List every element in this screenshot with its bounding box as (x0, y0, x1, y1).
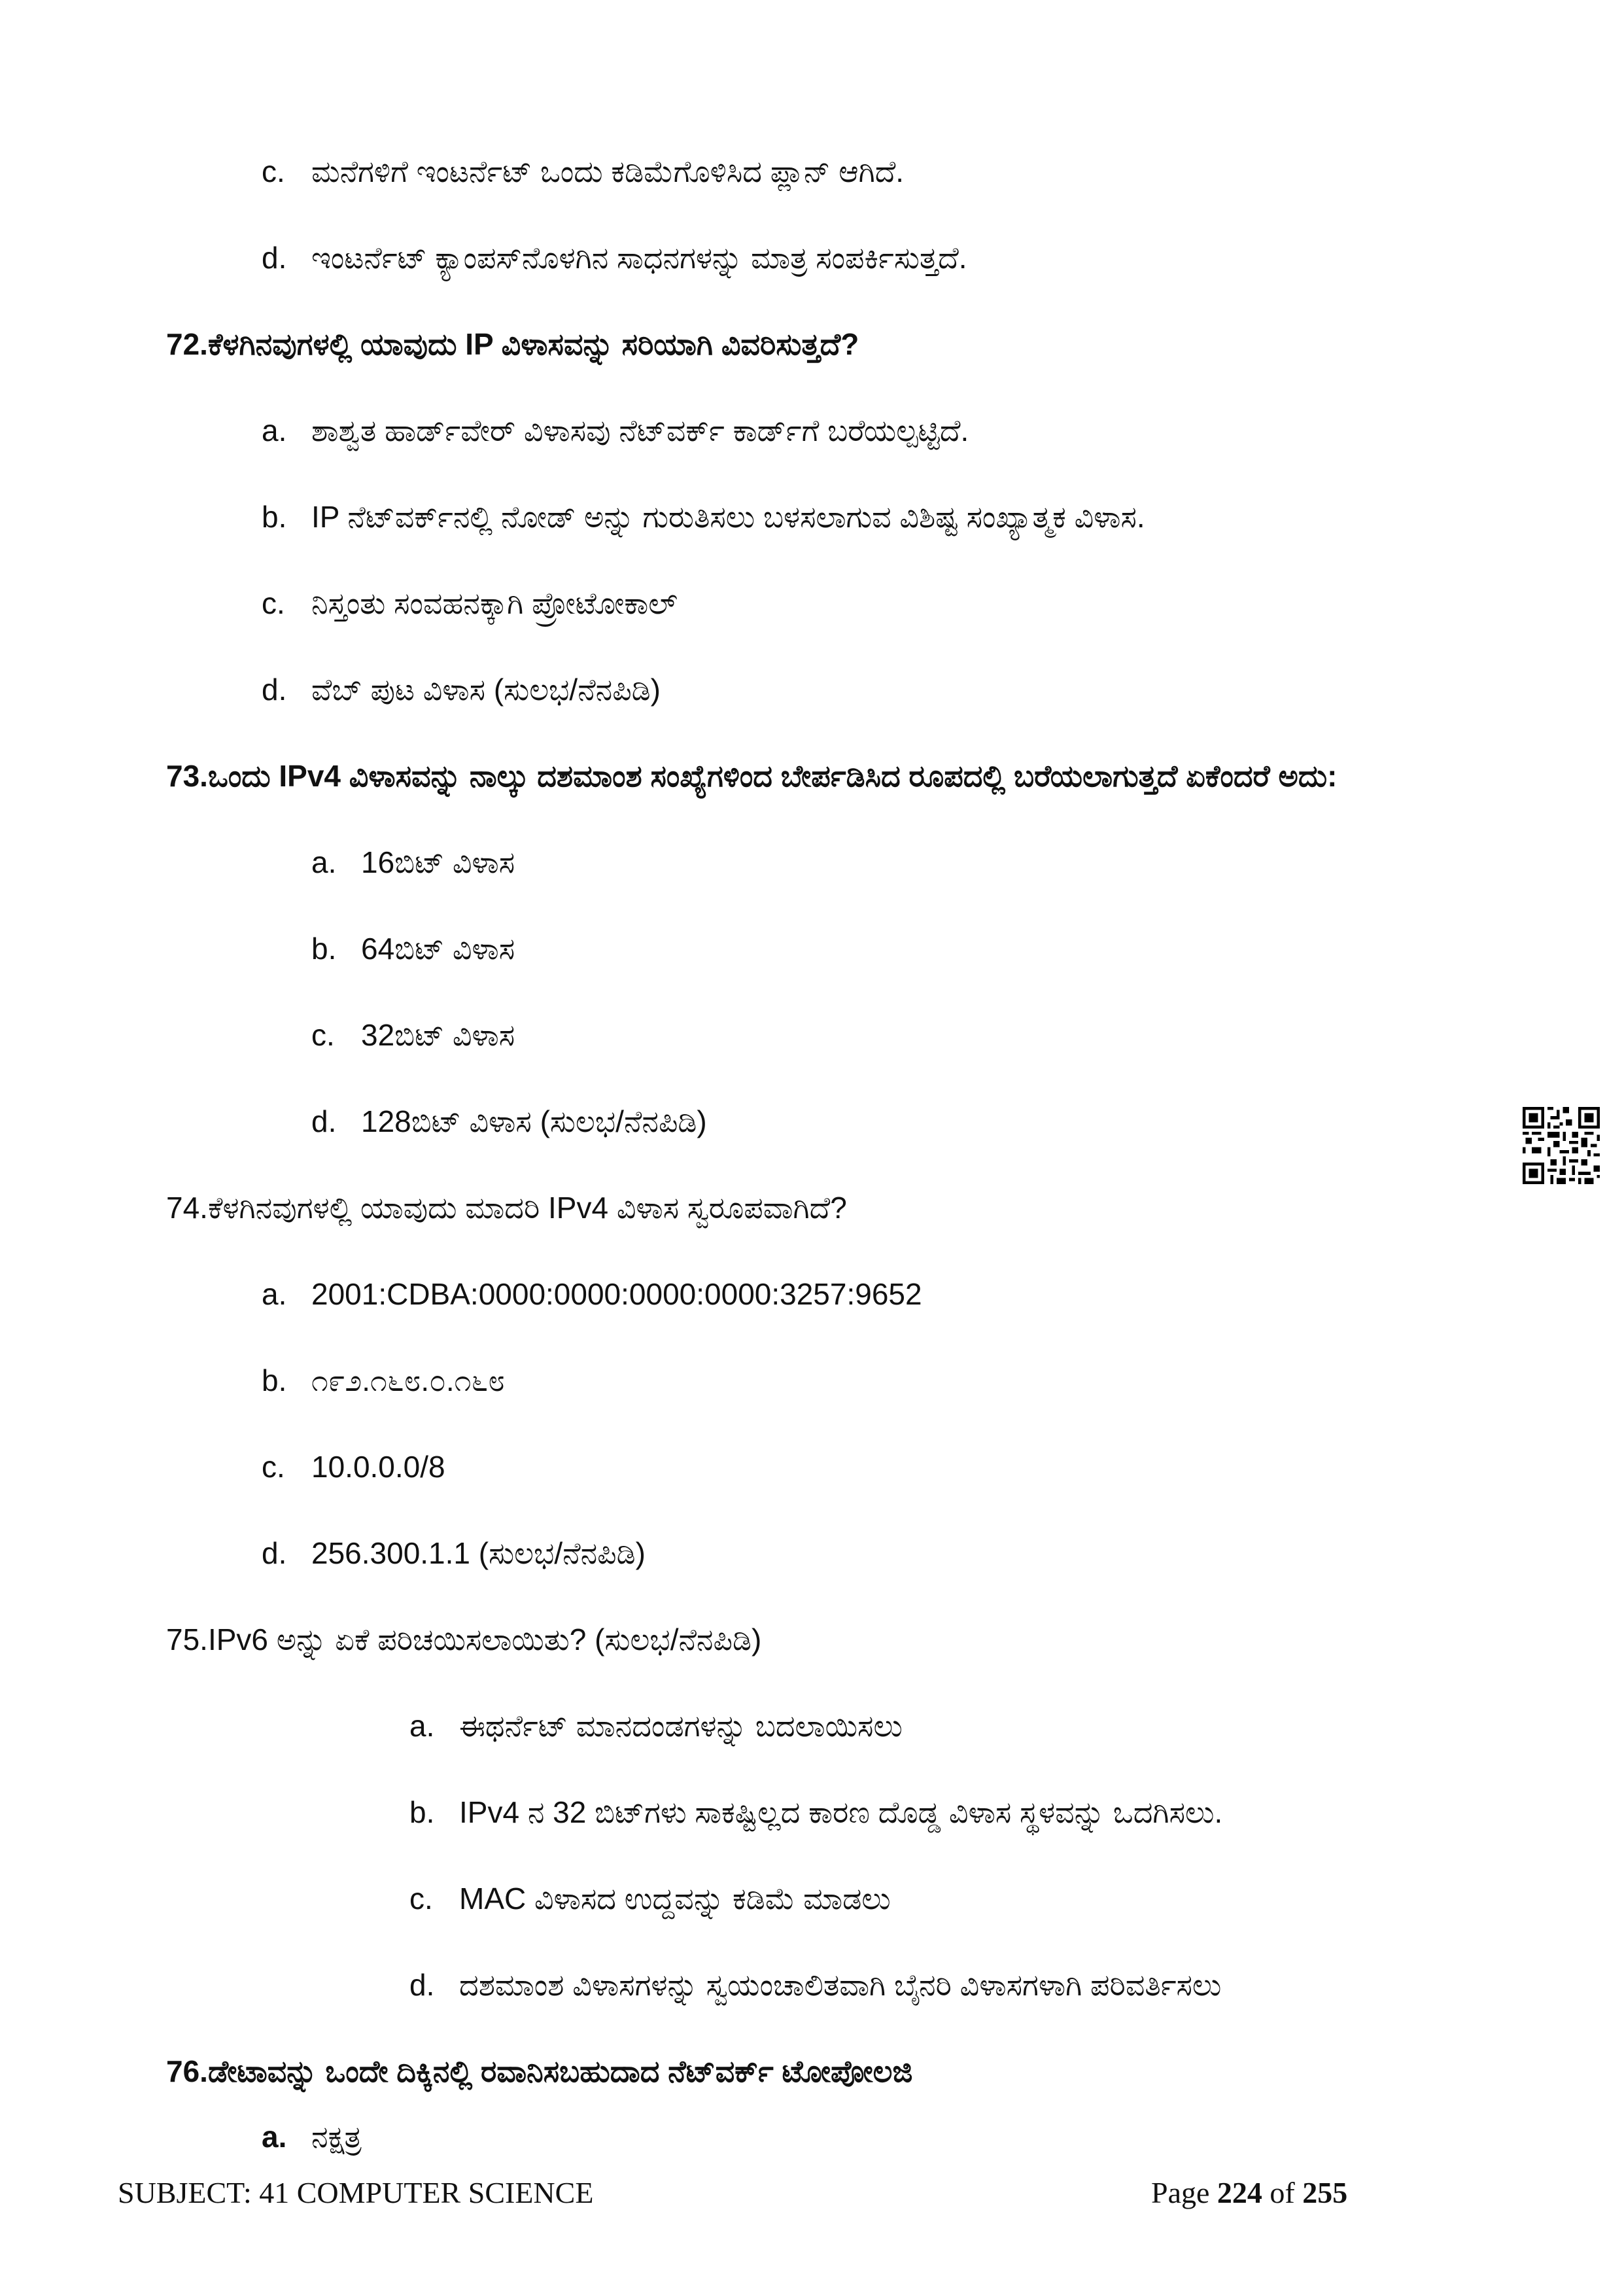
q76-option-a (262, 2117, 362, 2156)
q71-option-c (262, 152, 904, 191)
option-label: a. (262, 2120, 287, 2154)
option-label: d. (409, 1968, 435, 2002)
option-label: d. (262, 1536, 287, 1570)
question-number: 74. (166, 1191, 208, 1225)
q73-option-a (311, 843, 515, 882)
q72-option-c (262, 584, 678, 623)
page-current: 224 (1217, 2176, 1262, 2209)
option-text: ದಶಮಾಂಶ ವಿಳಾಸಗಳನ್ನು ಸ್ವಯಂಚಾಲಿತವಾಗಿ ಬೈನರಿ ವಿಳಾಸಗಳಾಗಿ ಪರಿವರ್ತಿಸಲು (459, 1968, 1222, 2002)
option-text: 256.300.1.1 (ಸುಲಭ/ನೆನಪಿಡಿ) (311, 1536, 646, 1570)
q74-option-a (262, 1274, 922, 1314)
question-73 (166, 756, 1338, 796)
q75-option-b (409, 1793, 1222, 1832)
footer-page-number (1151, 2173, 1347, 2213)
option-text: 10.0.0.0/8 (311, 1450, 445, 1484)
option-text: ಶಾಶ್ವತ ಹಾರ್ಡ್‌ವೇರ್ ವಿಳಾಸವು ನೆಟ್‌ವರ್ಕ್ ಕಾರ್ಡ್‌ಗೆ ಬರೆಯಲ್ಪಟ್ಟಿದೆ. (311, 413, 969, 447)
option-text: IPv4 ನ 32 ಬಿಟ್‌ಗಳು ಸಾಕಷ್ಟಿಲ್ಲದ ಕಾರಣ ದೊಡ್ಡ ವಿಳಾಸ ಸ್ಥಳವನ್ನು ಒದಗಿಸಲು. (459, 1795, 1223, 1829)
option-label: d. (262, 673, 287, 707)
page-total: 255 (1302, 2176, 1348, 2209)
qr-code-icon (1523, 1107, 1600, 1184)
q73-option-b (311, 929, 515, 968)
option-label: a. (409, 1709, 435, 1743)
option-text: 2001:CDBA:0000:0000:0000:0000:3257:9652 (311, 1277, 922, 1311)
question-number: 75. (166, 1622, 208, 1656)
q74-option-b (262, 1361, 505, 1400)
option-label: c. (262, 154, 285, 188)
option-text: 128ಬಿಟ್ ವಿಳಾಸ (ಸುಲಭ/ನೆನಪಿಡಿ) (361, 1104, 707, 1138)
q73-option-c (311, 1015, 515, 1055)
option-label: d. (262, 241, 287, 275)
question-text: ಕೆಳಗಿನವುಗಳಲ್ಲಿ ಯಾವುದು IP ವಿಳಾಸವನ್ನು ಸರಿಯಾಗಿ ವಿವರಿಸುತ್ತದೆ? (207, 327, 859, 361)
option-label: a. (262, 413, 287, 447)
option-label: d. (311, 1104, 337, 1138)
option-label: b. (262, 1363, 287, 1397)
option-text: ನಕ್ಷತ್ರ (311, 2120, 362, 2154)
option-label: b. (311, 932, 337, 966)
question-74 (166, 1188, 847, 1227)
option-label: c. (409, 1882, 433, 1916)
question-text: ಡೇಟಾವನ್ನು ಒಂದೇ ದಿಕ್ಕಿನಲ್ಲಿ ರವಾನಿಸಬಹುದಾದ ನೆಟ್‌ವರ್ಕ್ ಟೋಪೋಲಜಿ (207, 2054, 913, 2088)
question-75 (166, 1620, 761, 1659)
question-number: 76. (166, 2054, 208, 2088)
option-text: MAC ವಿಳಾಸದ ಉದ್ದವನ್ನು ಕಡಿಮೆ ಮಾಡಲು (459, 1882, 891, 1916)
question-text: ಒಂದು IPv4 ವಿಳಾಸವನ್ನು ನಾಲ್ಕು ದಶಮಾಂಶ ಸಂಖ್ಯೆಗಳಿಂದ ಬೇರ್ಪಡಿಸಿದ ರೂಪದಲ್ಲಿ ಬರೆಯಲಾಗುತ್ತದೆ ಏಕೆಂದರೆ ಅದು: (207, 759, 1338, 793)
option-text: 64ಬಿಟ್ ವಿಳಾಸ (361, 932, 515, 966)
footer-subject: SUBJECT: 41 COMPUTER SCIENCE (118, 2176, 594, 2209)
option-text: IP ನೆಟ್‌ವರ್ಕ್‌ನಲ್ಲಿ ನೋಡ್ ಅನ್ನು ಗುರುತಿಸಲು ಬಳಸಲಾಗುವ ವಿಶಿಷ್ಟ ಸಂಖ್ಯಾತ್ಮಕ ವಿಳಾಸ. (311, 500, 1145, 534)
q72-option-d (262, 670, 661, 709)
option-text: ಮನೆಗಳಿಗೆ ಇಂಟರ್ನೆಟ್ ಒಂದು ಕಡಿಮೆಗೊಳಿಸಿದ ಪ್ಲಾನ್ ಆಗಿದೆ. (311, 154, 905, 188)
q75-option-d (409, 1965, 1221, 2005)
option-label: a. (262, 1277, 287, 1311)
page-of: of (1270, 2176, 1295, 2209)
option-text: ೧೯೨.೧೬೮.೦.೧೬೮ (311, 1363, 505, 1397)
option-text: 32ಬಿಟ್ ವಿಳಾಸ (361, 1018, 515, 1052)
question-72 (166, 324, 859, 364)
question-number: 73. (166, 759, 208, 793)
q72-option-a (262, 411, 969, 450)
option-label: a. (311, 845, 337, 879)
option-label: c. (262, 586, 285, 620)
option-text: ಇಂಟರ್ನೆಟ್ ಕ್ಯಾಂಪಸ್‌ನೊಳಗಿನ ಸಾಧನಗಳನ್ನು ಮಾತ್ರ ಸಂಪರ್ಕಿಸುತ್ತದೆ. (311, 241, 967, 275)
q75-option-a (409, 1706, 903, 1745)
question-text: ಕೆಳಗಿನವುಗಳಲ್ಲಿ ಯಾವುದು ಮಾದರಿ IPv4 ವಿಳಾಸ ಸ್ವರೂಪವಾಗಿದೆ? (207, 1191, 847, 1225)
option-label: b. (262, 500, 287, 534)
question-number: 72. (166, 327, 208, 361)
option-text: ವೆಬ್ ಪುಟ ವಿಳಾಸ (ಸುಲಭ/ನೆನಪಿಡಿ) (311, 673, 661, 707)
option-text: 16ಬಿಟ್ ವಿಳಾಸ (361, 845, 515, 879)
q74-option-d (262, 1533, 646, 1573)
option-label: c. (311, 1018, 335, 1052)
option-text: ನಿಸ್ತಂತು ಸಂವಹನಕ್ಕಾಗಿ ಪ್ರೋಟೋಕಾಲ್ (311, 586, 678, 620)
option-label: b. (409, 1795, 435, 1829)
q72-option-b (262, 497, 1145, 536)
question-text: IPv6 ಅನ್ನು ಏಕೆ ಪರಿಚಯಿಸಲಾಯಿತು? (ಸುಲಭ/ನೆನಪಿಡಿ) (207, 1622, 762, 1656)
q71-option-d (262, 238, 967, 277)
q75-option-c (409, 1879, 891, 1918)
question-76 (166, 2052, 912, 2091)
option-label: c. (262, 1450, 285, 1484)
option-text: ಈಥರ್ನೆಟ್ ಮಾನದಂಡಗಳನ್ನು ಬದಲಾಯಿಸಲು (459, 1709, 903, 1743)
q73-option-d (311, 1102, 707, 1141)
page-prefix: Page (1151, 2176, 1210, 2209)
q74-option-c (262, 1447, 445, 1486)
